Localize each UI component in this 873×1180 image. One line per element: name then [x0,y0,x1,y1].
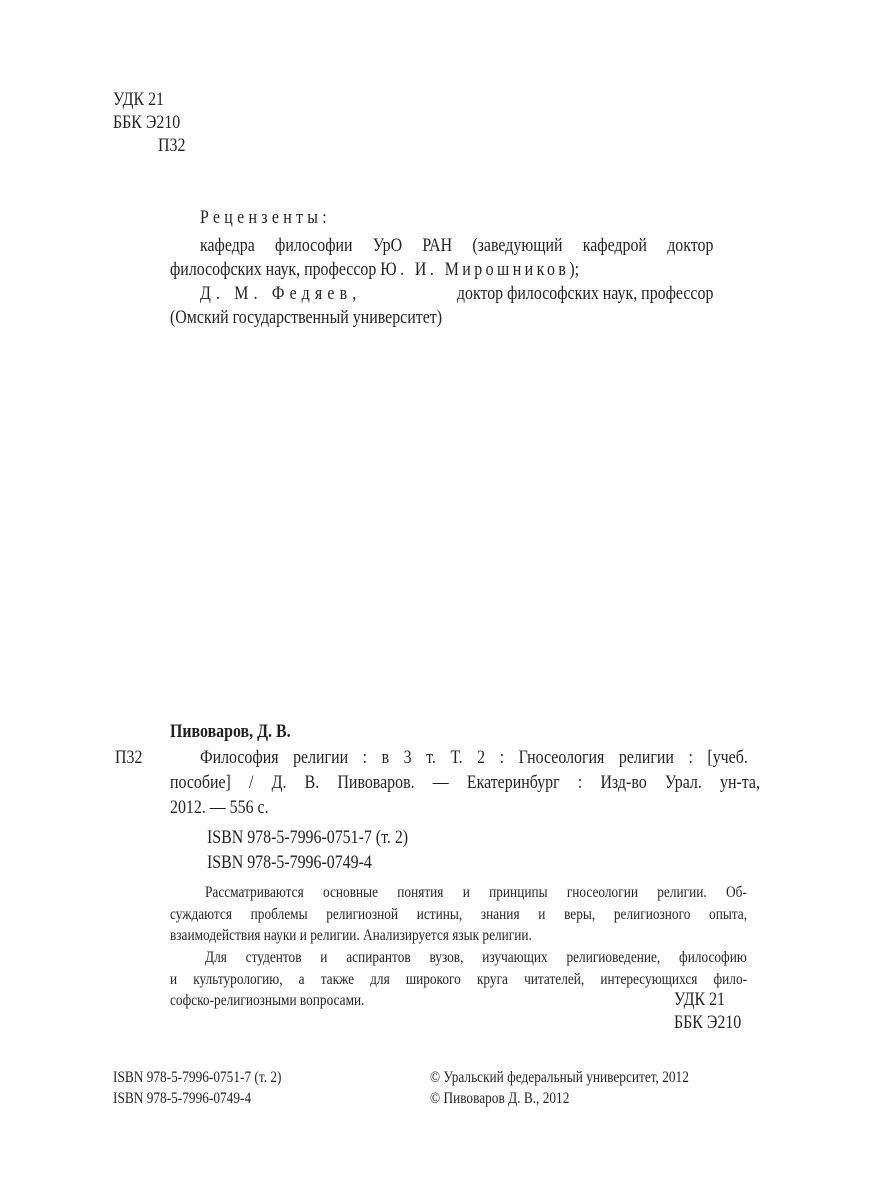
reviewer-1-name: Ю. И. Мирошников [380,260,570,280]
header-udk: УДК 21 [113,90,165,110]
reviewer-1-line-1: кафедра философии УрО РАН (заведующий кафедрой доктор [200,236,714,256]
reviewer-1-text: философских наук, профессор [170,260,377,280]
entry-isbn: ISBN 978-5-7996-0749-4 [207,853,372,873]
entry-isbn: ISBN 978-5-7996-0751-7 (т. 2) [207,828,409,848]
entry-line: пособие] / Д. В. Пивоваров. — Екатеринбург : Изд-во Урал. ун-та, [170,773,760,793]
reviewer-2-name: Д. М. Федяев, [200,284,362,304]
abstract-line: и культурологию, а также для широкого круга читателей, интересующихся фило- [170,971,748,988]
entry-author: Пивоваров, Д. В. [170,722,291,742]
footer-isbn: ISBN 978-5-7996-0751-7 (т. 2) [113,1069,282,1086]
reviewer-1-end: ); [569,260,580,280]
reviewer-2-line-1 [200,283,713,305]
reviewer-1-line-2 [170,259,579,281]
reviewers-title: Рецензенты: [200,208,332,228]
abstract-line: взаимодействия науки и религии. Анализируется язык религии. [170,927,532,944]
abstract-bbk: ББК Э210 [674,1013,742,1033]
footer-copyright: © Уральский федеральный университет, 2012 [430,1069,689,1086]
footer-copyright: © Пивоваров Д. В., 2012 [430,1090,570,1107]
header-code: П32 [158,136,186,156]
abstract-line: софско-религиозными вопросами. [170,992,365,1009]
abstract-line: суждаются проблемы религиозной истины, знания и веры, религиозного опыта, [170,906,748,923]
abstract-line: Для студентов и аспирантов вузов, изучающих религиоведение, философию [205,949,747,966]
header-bbk: ББК Э210 [113,113,181,133]
entry-code: П32 [115,748,143,768]
footer-isbn: ISBN 978-5-7996-0749-4 [113,1090,252,1107]
entry-line: 2012. — 556 с. [170,798,269,818]
reviewer-2-line-2: (Омский государственный университет) [170,308,443,328]
reviewer-2-text: доктор философских наук, профессор [456,284,714,304]
abstract-line: Рассматриваются основные понятия и принципы гносеологии религии. Об- [205,884,747,901]
abstract-udk: УДК 21 [674,990,726,1010]
entry-line: Философия религии : в 3 т. Т. 2 : Гносеология религии : [учеб. [200,748,748,768]
